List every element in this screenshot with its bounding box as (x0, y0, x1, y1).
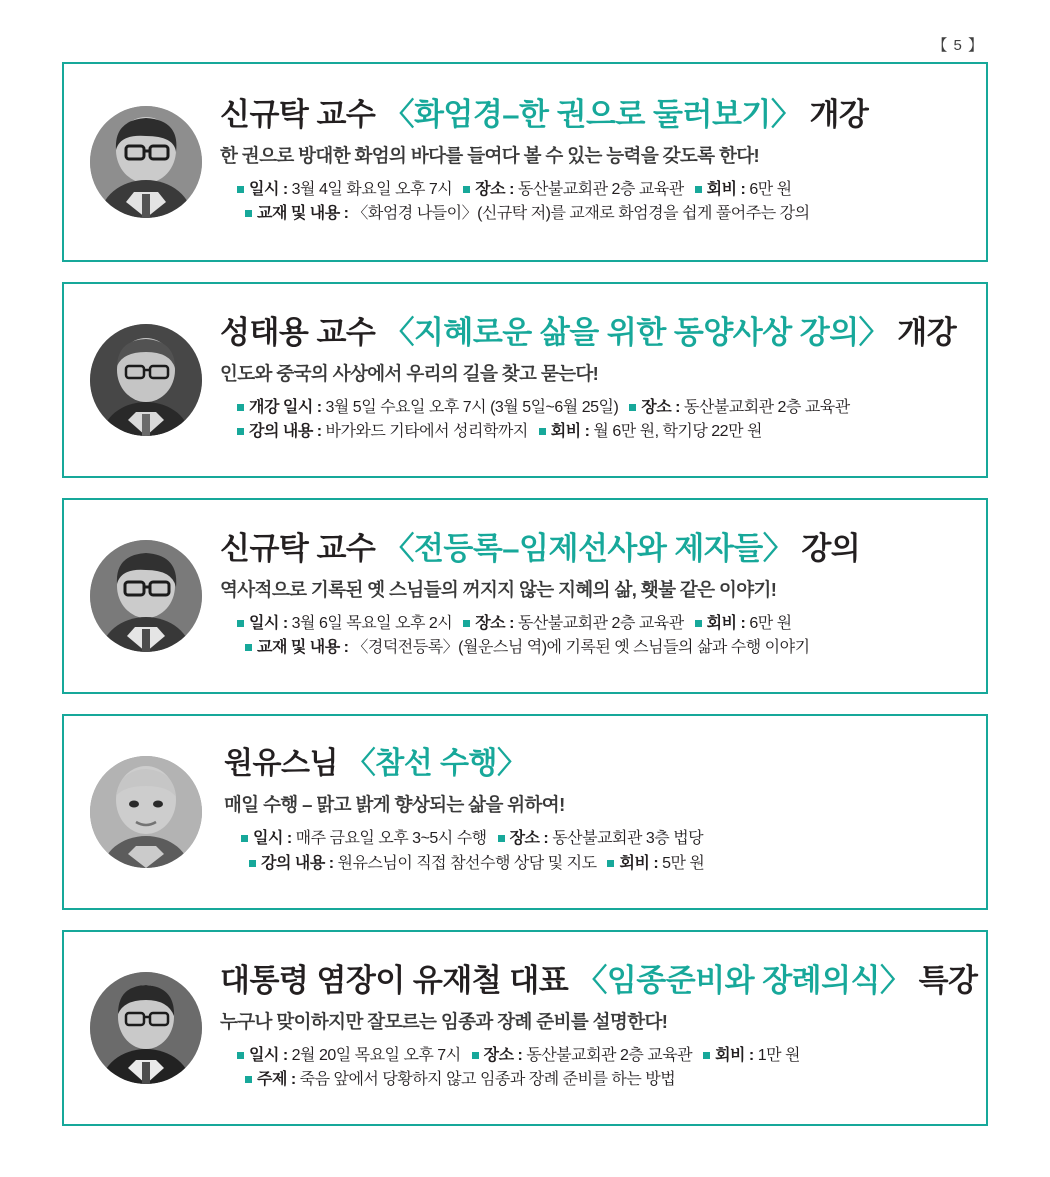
detail-value: 〈화엄경 나들이〉(신규탁 저)를 교재로 화엄경을 쉽게 풀어주는 강의 (352, 205, 810, 223)
detail-segment (692, 181, 792, 198)
lecture-card[interactable] (62, 498, 988, 694)
lecture-card[interactable] (62, 282, 988, 478)
square-bullet-icon (463, 186, 470, 193)
detail-label: 일시 : (249, 180, 292, 198)
card-subline: 매일 수행 – 맑고 밝게 향상되는 삶을 위하여! (224, 793, 565, 815)
avatar (82, 106, 210, 218)
detail-value: 3월 4일 화요일 오후 7시 (291, 180, 453, 198)
detail-label: 강의 내용 : (261, 854, 338, 872)
square-bullet-icon (695, 186, 702, 193)
detail-segment (234, 181, 452, 198)
detail-value: 6만 원 (749, 614, 792, 632)
detail-value: 1만 원 (757, 1046, 800, 1064)
card-content (210, 963, 978, 1093)
lecture-card-list (62, 62, 988, 1146)
lecture-card[interactable] (62, 714, 988, 910)
detail-value: 5만 원 (662, 854, 705, 872)
detail-label: 장소 : (641, 398, 684, 416)
headline-title: 〈지혜로운 삶을 위한 동양사상 강의〉 (383, 314, 890, 350)
detail-value: 2월 20일 목요일 오후 7시 (291, 1046, 461, 1064)
detail-value: 동산불교회관 2층 교육관 (517, 614, 684, 632)
lecture-card[interactable] (62, 930, 988, 1126)
detail-segment (234, 1047, 461, 1064)
portrait-photo (90, 756, 202, 868)
card-content (210, 531, 972, 661)
card-content (210, 315, 972, 445)
detail-row (220, 612, 972, 637)
detail-segment (495, 830, 704, 847)
detail-segment (692, 615, 792, 632)
square-bullet-icon (245, 1076, 252, 1083)
headline-pre: 대통령 염장이 유재철 대표 (220, 962, 577, 998)
detail-value: 3월 5일 수요일 오후 7시 (3월 5일~6월 25일) (325, 398, 619, 416)
detail-value: 바가와드 기타에서 성리학까지 (325, 423, 528, 441)
card-details (220, 178, 972, 228)
square-bullet-icon (237, 186, 244, 193)
detail-segment (242, 205, 810, 222)
detail-row (224, 852, 972, 877)
square-bullet-icon (539, 428, 546, 435)
detail-label: 장소 : (483, 1046, 527, 1064)
square-bullet-icon (237, 428, 244, 435)
card-headline (220, 963, 978, 999)
avatar (82, 756, 210, 868)
square-bullet-icon (695, 620, 702, 627)
card-headline (224, 747, 972, 782)
detail-value: 동산불교회관 3층 법당 (552, 829, 704, 847)
detail-value: 동산불교회관 2층 교육관 (683, 398, 850, 416)
headline-post: 개강 (801, 96, 869, 132)
detail-value: 매주 금요일 오후 3~5시 수행 (295, 829, 487, 847)
card-details (220, 612, 972, 662)
detail-value: 3월 6일 목요일 오후 2시 (291, 614, 453, 632)
detail-value: 〈경덕전등록〉(월운스님 역)에 기록된 옛 스님들의 삶과 수행 이야기 (352, 639, 810, 657)
card-content (210, 747, 972, 876)
square-bullet-icon (245, 210, 252, 217)
detail-label: 장소 : (475, 180, 518, 198)
detail-label: 개강 일시 : (249, 398, 326, 416)
portrait-photo (90, 324, 202, 436)
detail-segment (242, 1071, 675, 1088)
square-bullet-icon (498, 835, 505, 842)
card-details (224, 827, 972, 877)
square-bullet-icon (237, 620, 244, 627)
detail-label: 장소 : (509, 829, 553, 847)
detail-row (220, 420, 972, 445)
headline-post: 개강 (889, 314, 957, 350)
detail-segment (700, 1047, 800, 1064)
card-details (220, 396, 972, 446)
detail-segment (246, 855, 597, 872)
detail-label: 장소 : (475, 614, 518, 632)
detail-segment (460, 181, 684, 198)
detail-value: 동산불교회관 2층 교육관 (526, 1046, 693, 1064)
detail-segment (604, 855, 704, 872)
detail-value: 동산불교회관 2층 교육관 (517, 180, 684, 198)
square-bullet-icon (237, 404, 244, 411)
detail-row (224, 827, 972, 852)
square-bullet-icon (703, 1052, 710, 1059)
headline-pre: 원유스님 (224, 747, 346, 781)
detail-value: 6만 원 (749, 180, 792, 198)
detail-label: 일시 : (253, 829, 296, 847)
detail-value: 월 6만 원, 학기당 22만 원 (593, 423, 762, 441)
detail-label: 일시 : (249, 1046, 292, 1064)
detail-label: 회비 : (715, 1046, 758, 1064)
headline-title: 〈참선 수행〉 (345, 747, 527, 781)
square-bullet-icon (463, 620, 470, 627)
detail-segment (234, 615, 452, 632)
headline-pre: 신규탁 교수 (220, 530, 384, 566)
square-bullet-icon (241, 835, 248, 842)
card-headline (220, 97, 972, 133)
square-bullet-icon (607, 860, 614, 867)
headline-title: 〈임종준비와 장례의식〉 (576, 962, 911, 998)
card-content (210, 97, 972, 227)
detail-label: 교재 및 내용 : (257, 205, 353, 223)
card-headline (220, 315, 972, 351)
headline-pre: 성태용 교수 (220, 314, 384, 350)
square-bullet-icon (629, 404, 636, 411)
card-subline: 한 권으로 방대한 화엄의 바다를 들여다 볼 수 있는 능력을 갖도록 한다! (220, 144, 760, 166)
detail-row (220, 1068, 978, 1093)
avatar (82, 540, 210, 652)
detail-row (220, 636, 972, 661)
portrait-photo (90, 972, 202, 1084)
square-bullet-icon (472, 1052, 479, 1059)
portrait-photo (90, 106, 202, 218)
headline-title: 〈전등록–임제선사와 제자들〉 (383, 530, 794, 566)
detail-segment (469, 1047, 693, 1064)
portrait-photo (90, 540, 202, 652)
detail-segment (242, 639, 810, 656)
detail-value: 죽음 앞에서 당황하지 않고 임종과 장례 준비를 하는 방법 (299, 1071, 676, 1089)
detail-label: 회비 : (706, 180, 750, 198)
detail-segment (460, 615, 684, 632)
detail-value: 원유스님이 직접 참선수행 상담 및 지도 (337, 854, 597, 872)
detail-label: 주제 : (257, 1071, 300, 1089)
headline-post: 특강 (910, 962, 978, 998)
square-bullet-icon (249, 860, 256, 867)
square-bullet-icon (245, 644, 252, 651)
headline-pre: 신규탁 교수 (220, 96, 384, 132)
detail-segment (238, 830, 487, 847)
card-subline: 인도와 중국의 사상에서 우리의 길을 찾고 묻는다! (220, 362, 599, 384)
detail-row (220, 1044, 978, 1069)
card-subline: 누구나 맞이하지만 잘모르는 임종과 장례 준비를 설명한다! (220, 1010, 668, 1032)
card-headline (220, 531, 972, 567)
headline-post: 강의 (793, 530, 861, 566)
square-bullet-icon (237, 1052, 244, 1059)
detail-label: 강의 내용 : (249, 423, 326, 441)
lecture-card[interactable] (62, 62, 988, 262)
detail-segment (536, 423, 762, 440)
detail-row (220, 202, 972, 227)
detail-segment (234, 399, 618, 416)
page-number: 【 5 】 (932, 37, 984, 54)
detail-label: 교재 및 내용 : (257, 639, 353, 657)
detail-segment (234, 423, 528, 440)
detail-segment (626, 399, 850, 416)
card-subline: 역사적으로 기록된 옛 스님들의 꺼지지 않는 지혜의 삶, 횃불 같은 이야기! (220, 578, 777, 600)
avatar (82, 324, 210, 436)
detail-row (220, 178, 972, 203)
card-details (220, 1044, 978, 1094)
headline-title: 〈화엄경–한 권으로 둘러보기〉 (383, 96, 802, 132)
detail-row (220, 396, 972, 421)
avatar (82, 972, 210, 1084)
detail-label: 회비 : (706, 614, 750, 632)
detail-label: 일시 : (249, 614, 292, 632)
detail-label: 회비 : (619, 854, 663, 872)
detail-label: 회비 : (550, 423, 594, 441)
